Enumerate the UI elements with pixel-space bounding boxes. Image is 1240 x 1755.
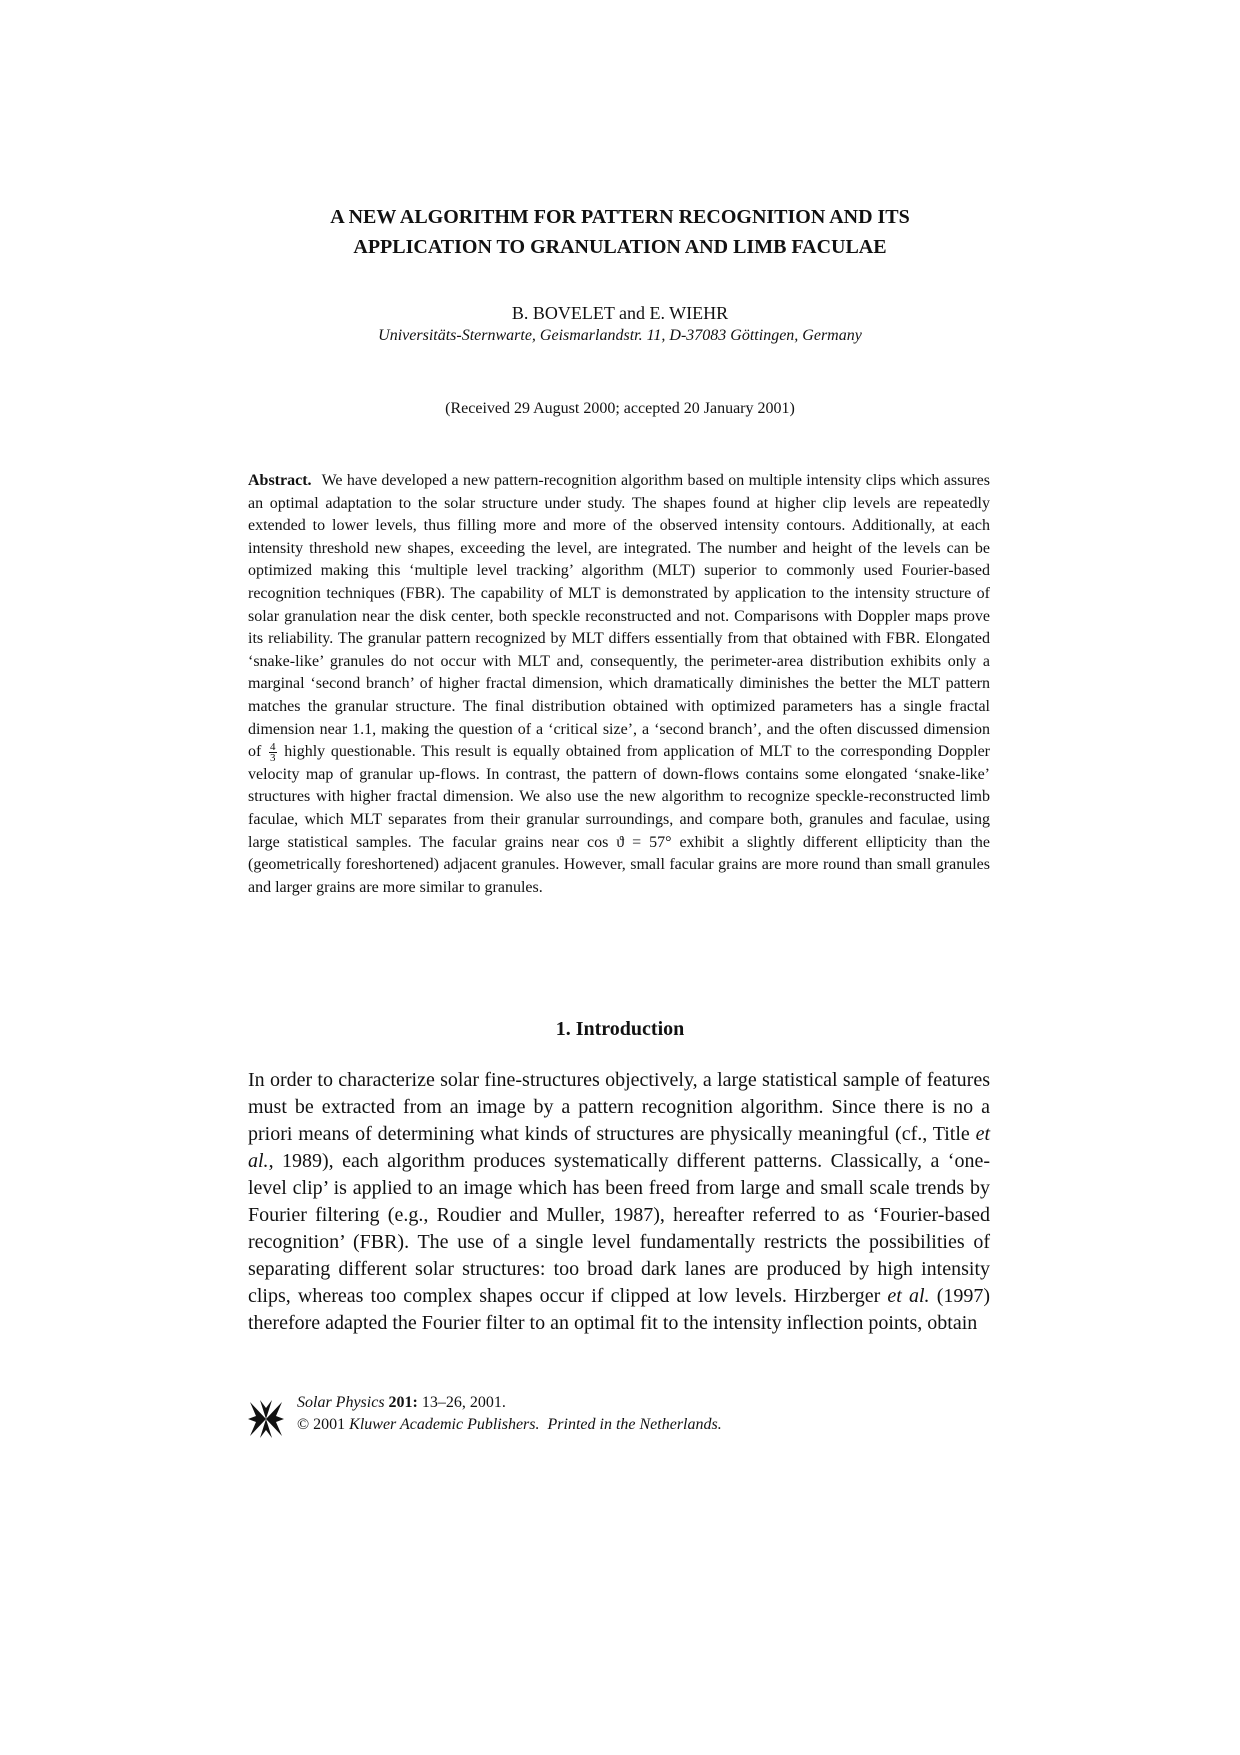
journal-line xyxy=(297,1392,722,1414)
intro-text-3: (1997) therefore adapted the Fourier filter to an optimal fit to the intensity inflection points, obtain xyxy=(248,1285,991,1334)
affiliation: Universitäts-Sternwarte, Geismarlandstr. 11, D-37083 Göttingen, Germany xyxy=(378,327,862,344)
intro-text-2: , 1989), each algorithm produces systematically different patterns. Classically, a ‘one-level clip’ is applied to an image which has been freed from large and small scale trends by Fourier filtering (e.g., Roudier and Muller, 1987), hereafter referred to as ‘Fourier-based recognition’ (FBR). The use of a single level fundamentally restricts the possibilities of separating different solar structures: too broad dark lanes are produced by high intensity clips, whereas too complex shapes occur if clipped at low levels. Hirzberger xyxy=(248,1150,990,1307)
fraction-numerator: 4 xyxy=(270,740,276,753)
printed-location: Printed in the Netherlands. xyxy=(547,1416,722,1433)
title-line-1: A NEW ALGORITHM FOR PATTERN RECOGNITION AND ITS xyxy=(330,206,910,228)
journal-pages: 13–26, 2001. xyxy=(421,1394,506,1411)
copyright-year: © 2001 xyxy=(297,1416,346,1433)
publisher-logo-icon xyxy=(248,1400,284,1438)
journal-footer xyxy=(248,1392,848,1452)
received-dates: (Received 29 August 2000; accepted 20 January 2001) xyxy=(445,400,795,417)
journal-name: Solar Physics xyxy=(297,1394,385,1411)
citation-et-al-1: et al. xyxy=(248,1123,991,1172)
citation-et-al-2: et al. xyxy=(887,1285,930,1307)
authors: B. BOVELET and E. WIEHR xyxy=(511,303,729,323)
abstract xyxy=(248,470,990,899)
paper-title xyxy=(250,202,990,262)
publisher-name: Kluwer Academic Publishers. xyxy=(349,1416,540,1433)
copyright-line xyxy=(297,1414,722,1436)
abstract-text-1: We have developed a new pattern-recognition algorithm based on multiple intensity clips which assures an optimal adaptation to the solar structure under study. The shapes found at higher clip levels are repeatedly extended to lower levels, thus filling more and more of the observed intensity contours. Additionally, at each intensity threshold new shapes, exceeding the level, are integrated. The number and height of the levels can be optimized making this ‘multiple level tracking’ algorithm (MLT) superior to commonly used Fourier-based recognition techniques (FBR). The capability of MLT is demonstrated by application to the intensity structure of solar granulation near the disk center, both speckle reconstructed and not. Comparisons with Doppler maps prove its reliability. The granular pattern recognized by MLT differs essentially from that obtained with FBR. Elongated ‘snake-like’ granules do not occur with MLT and, consequently, the perimeter-area distribution exhibits only a marginal ‘second branch’ of higher fractal dimension, which dramatically diminishes the better the MLT pattern matches the granular structure. The final distribution obtained with optimized parameters has a single fractal dimension near 1.1, making the question of a ‘critical size’, a ‘second branch’, and the often discussed dimension of xyxy=(248,472,990,761)
intro-text-1: In order to characterize solar fine-structures objectively, a large statistical sample of features must be extracted from an image by a pattern recognition algorithm. Since there is no a priori means of determining what kinds of structures are physically meaningful (cf., Title xyxy=(248,1069,990,1145)
journal-volume: 201: xyxy=(388,1394,418,1411)
introduction-paragraph xyxy=(248,1067,990,1337)
fraction-four-thirds xyxy=(269,742,277,763)
title-line-2: APPLICATION TO GRANULATION AND LIMB FACULAE xyxy=(353,236,887,258)
fraction-denominator: 3 xyxy=(270,751,276,764)
footer-text xyxy=(297,1392,722,1436)
abstract-text-2: highly questionable. This result is equally obtained from application of MLT to the corresponding Doppler velocity map of granular up-flows. In contrast, the pattern of down-flows contains some elongated ‘snake-like’ structures with higher fractal dimension. We also use the new algorithm to recognize speckle-reconstructed limb faculae, which MLT separates from their granular surroundings, and compare both, granules and faculae, using large statistical samples. The facular grains near cos ϑ = 57° exhibit a slightly different ellipticity than the (geometrically foreshortened) adjacent granules. However, small facular grains are more round than small granules and larger grains are more similar to granules. xyxy=(248,743,991,896)
abstract-label: Abstract. xyxy=(248,472,312,489)
section-heading-introduction: 1. Introduction xyxy=(555,1018,685,1040)
